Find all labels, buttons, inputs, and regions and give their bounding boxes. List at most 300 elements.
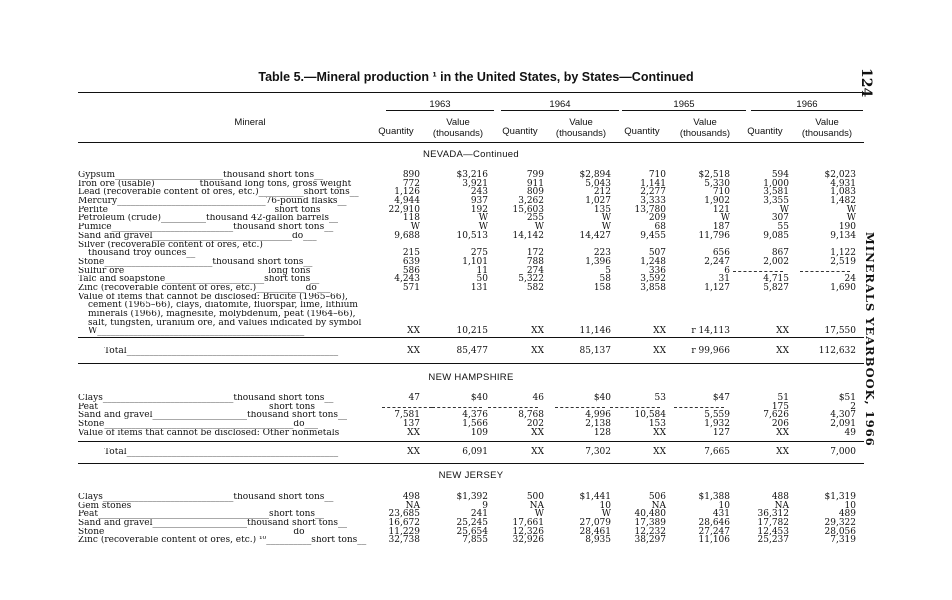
row-label: Peat______________________________________short tons__ bbox=[78, 510, 325, 520]
cell-value: 1,127 bbox=[704, 282, 730, 293]
row-label: Petroleum (crude)__________thousand 42-gallon barrels__ bbox=[78, 214, 338, 224]
cell-value: 192 bbox=[470, 204, 488, 215]
row-label: Silver (recoverable content of ores, etc.) bbox=[78, 240, 263, 250]
cell-value: XX bbox=[776, 427, 789, 438]
quantity-header-1965: Quantity bbox=[624, 126, 660, 137]
cell-value: 212 bbox=[593, 187, 611, 198]
cell-value: W bbox=[410, 222, 420, 233]
table-row bbox=[78, 310, 864, 319]
cell-value: 9,085 bbox=[763, 230, 789, 241]
cell-value: 223 bbox=[593, 248, 611, 259]
cell-value: 4,376 bbox=[462, 410, 488, 421]
row-label: Zinc (recoverable content of ores, etc.)___________do___ bbox=[78, 283, 331, 293]
cell-value: W bbox=[478, 222, 488, 233]
cell-value: 16,672 bbox=[388, 518, 420, 529]
cell-value: 5,827 bbox=[763, 282, 789, 293]
cell-value: 710 bbox=[648, 170, 666, 180]
cell-value: 867 bbox=[771, 248, 789, 259]
cell-value: 2,091 bbox=[830, 419, 856, 430]
cell-value: 1,027 bbox=[585, 196, 611, 207]
cell-value: 31 bbox=[718, 274, 730, 285]
cell-value: 788 bbox=[526, 256, 544, 267]
cell-value: XX bbox=[653, 326, 666, 337]
cell-value: 55 bbox=[777, 222, 789, 233]
cell-value: 3,581 bbox=[763, 187, 789, 198]
cell-value: 153 bbox=[648, 419, 666, 430]
row-label: Sand and gravel_____________________thousand short tons__ bbox=[78, 519, 348, 528]
cell-value: 11,106 bbox=[698, 535, 730, 546]
cell-value: 241 bbox=[470, 509, 488, 520]
cell-value: 5,322 bbox=[518, 274, 544, 285]
cell-value: 2,247 bbox=[704, 256, 730, 267]
cell-value: XX bbox=[531, 447, 544, 457]
section-end-rule-new-hampshire bbox=[78, 463, 864, 464]
cell-value: 128 bbox=[593, 427, 611, 438]
row-label: Value of items that cannot be disclosed: Brucite (1965–66), bbox=[78, 292, 348, 302]
cell-value: 29,322 bbox=[824, 518, 856, 529]
quantity-header-1963: Quantity bbox=[378, 126, 414, 137]
cell-value: 24 bbox=[844, 274, 856, 285]
cell-value: W bbox=[601, 213, 611, 224]
cell-value: 8,768 bbox=[518, 410, 544, 421]
cell-value: 4,243 bbox=[394, 274, 420, 285]
table-title: Table 5.—Mineral production ¹ in the United States, by States—Continued bbox=[258, 70, 694, 84]
cell-value: 9 bbox=[482, 500, 488, 511]
cell-value: W bbox=[534, 222, 544, 233]
cell-value: 7,626 bbox=[763, 410, 789, 421]
cell-value: 11,146 bbox=[579, 326, 611, 337]
cell-value: W bbox=[601, 509, 611, 520]
row-label: cement (1965–66), clays, diatomite, fluorspar, lime, lithium bbox=[88, 301, 358, 311]
cell-value: 5,330 bbox=[704, 178, 730, 189]
table-row bbox=[78, 214, 864, 223]
cell-value: 9,134 bbox=[830, 230, 856, 241]
not-reported-dash bbox=[733, 271, 783, 272]
cell-value: 1,566 bbox=[462, 419, 488, 430]
table-row bbox=[78, 493, 864, 502]
cell-value: XX bbox=[531, 326, 544, 337]
section-body-nevada bbox=[78, 171, 864, 336]
total-row-new-hampshire bbox=[78, 448, 864, 458]
value-header-line1: Value bbox=[693, 117, 717, 128]
value-header-line1: Value bbox=[446, 117, 470, 128]
cell-value: 1,248 bbox=[640, 256, 666, 267]
cell-value: 187 bbox=[712, 222, 730, 233]
cell-value: 46 bbox=[532, 393, 544, 403]
row-label: Perlite_____________________________________short tons__ bbox=[78, 205, 330, 215]
cell-value: 58 bbox=[599, 274, 611, 285]
cell-value: 50 bbox=[476, 274, 488, 285]
cell-value: 10,513 bbox=[456, 230, 488, 241]
cell-value: 6 bbox=[724, 265, 730, 276]
table-row bbox=[78, 258, 864, 267]
quantity-header-1966: Quantity bbox=[747, 126, 783, 137]
cell-value: W bbox=[846, 204, 856, 215]
cell-value: $3,216 bbox=[456, 170, 488, 180]
page-number: 124 bbox=[858, 68, 874, 98]
row-label: Pumice___________________________thousand short tons__ bbox=[78, 223, 334, 232]
cell-value: 255 bbox=[526, 213, 544, 224]
cell-value: 17,389 bbox=[634, 518, 666, 529]
value-header-line2: (thousands) bbox=[432, 128, 484, 139]
subtotal-rule-nevada bbox=[78, 337, 864, 338]
value-header-line1: Value bbox=[815, 117, 839, 128]
cell-value: 1,141 bbox=[640, 178, 666, 189]
cell-value: 32,926 bbox=[512, 535, 544, 546]
cell-value: 36,312 bbox=[757, 509, 789, 520]
row-label: W______________________________________________ bbox=[88, 327, 305, 337]
cell-value: 1,126 bbox=[394, 187, 420, 198]
cell-value: 47 bbox=[408, 393, 420, 403]
cell-value: 112,632 bbox=[818, 346, 856, 356]
cell-value: 498 bbox=[402, 492, 420, 502]
row-label: Peat______________________________________short tons__ bbox=[78, 402, 325, 412]
cell-value: 506 bbox=[648, 492, 666, 502]
cell-value: 7,665 bbox=[704, 447, 730, 457]
not-reported-dash bbox=[674, 407, 724, 408]
cell-value: 7,302 bbox=[585, 447, 611, 457]
year-rule-1964 bbox=[501, 110, 619, 111]
cell-value: 215 bbox=[402, 248, 420, 259]
cell-value: 274 bbox=[526, 265, 544, 276]
row-label: thousand troy ounces__ bbox=[88, 249, 196, 258]
cell-value: 937 bbox=[470, 196, 488, 207]
cell-value: 14,427 bbox=[579, 230, 611, 241]
value-header-1965 bbox=[674, 117, 736, 139]
row-label: Total_______________________________________________ bbox=[104, 347, 339, 356]
cell-value: $1,388 bbox=[698, 492, 730, 502]
cell-value: 10,584 bbox=[634, 410, 666, 421]
row-label: Mercury_________________________________76-pound flasks__ bbox=[78, 197, 347, 206]
cell-value: 3,592 bbox=[640, 274, 666, 285]
row-label: minerals (1966), magnesite, molybdenum, peat (1964–66), bbox=[88, 310, 356, 319]
cell-value: 209 bbox=[648, 213, 666, 224]
cell-value: 12,453 bbox=[757, 526, 789, 537]
cell-value: 137 bbox=[402, 419, 420, 430]
cell-value: $40 bbox=[470, 393, 488, 403]
cell-value: 582 bbox=[526, 282, 544, 293]
cell-value: XX bbox=[776, 447, 789, 457]
cell-value: NA bbox=[405, 500, 420, 511]
cell-value: 1,482 bbox=[830, 196, 856, 207]
cell-value: 911 bbox=[526, 178, 544, 189]
cell-value: 202 bbox=[526, 419, 544, 430]
cell-value: 12,232 bbox=[634, 526, 666, 537]
cell-value: 175 bbox=[771, 401, 789, 412]
cell-value: 639 bbox=[402, 256, 420, 267]
cell-value: 14,142 bbox=[512, 230, 544, 241]
table-row bbox=[78, 284, 864, 293]
cell-value: 23,685 bbox=[388, 509, 420, 520]
value-header-1963 bbox=[428, 117, 488, 139]
quantity-header-1964: Quantity bbox=[502, 126, 538, 137]
value-header-1966 bbox=[796, 117, 858, 139]
cell-value: 890 bbox=[402, 170, 420, 180]
cell-value: 7,855 bbox=[462, 535, 488, 546]
cell-value: 40,480 bbox=[634, 509, 666, 520]
cell-value: 85,137 bbox=[579, 346, 611, 356]
cell-value: W bbox=[601, 222, 611, 233]
cell-value: 7,581 bbox=[394, 410, 420, 421]
cell-value: 3,921 bbox=[462, 178, 488, 189]
cell-value: 594 bbox=[771, 170, 789, 180]
cell-value: 28,056 bbox=[824, 526, 856, 537]
table-row bbox=[78, 232, 864, 241]
cell-value: 109 bbox=[470, 427, 488, 438]
cell-value: 28,461 bbox=[579, 526, 611, 537]
cell-value: XX bbox=[531, 346, 544, 356]
cell-value: 2 bbox=[850, 401, 856, 412]
header-bottom-rule bbox=[78, 142, 864, 143]
cell-value: 710 bbox=[712, 187, 730, 198]
cell-value: 507 bbox=[648, 248, 666, 259]
row-label: Sand and gravel_____________________thousand short tons__ bbox=[78, 411, 348, 421]
cell-value: 9,455 bbox=[640, 230, 666, 241]
cell-value: 7,319 bbox=[830, 535, 856, 546]
cell-value: $2,894 bbox=[579, 170, 611, 180]
cell-value: 1,690 bbox=[830, 282, 856, 293]
table-row bbox=[78, 536, 864, 545]
cell-value: 13,780 bbox=[634, 204, 666, 215]
cell-value: 2,519 bbox=[830, 256, 856, 267]
cell-value: 15,603 bbox=[512, 204, 544, 215]
cell-value: 17,550 bbox=[824, 326, 856, 337]
cell-value: 25,654 bbox=[456, 526, 488, 537]
cell-value: NA bbox=[529, 500, 544, 511]
cell-value: 1,902 bbox=[704, 196, 730, 207]
cell-value: 10,215 bbox=[456, 326, 488, 337]
cell-value: 135 bbox=[593, 204, 611, 215]
cell-value: $2,518 bbox=[698, 170, 730, 180]
cell-value: 7,000 bbox=[830, 447, 856, 457]
cell-value: XX bbox=[407, 326, 420, 337]
cell-value: $40 bbox=[593, 393, 611, 403]
cell-value: 772 bbox=[402, 178, 420, 189]
row-label: Gypsum________________________thousand short tons__ bbox=[78, 171, 324, 180]
row-label: Gem stones_________________________________________ bbox=[78, 501, 316, 511]
cell-value: 206 bbox=[771, 419, 789, 430]
table-row bbox=[78, 394, 864, 403]
cell-value: 809 bbox=[526, 187, 544, 198]
row-label: Clays_____________________________thousand short tons__ bbox=[78, 493, 334, 502]
row-label: Zinc (recoverable content of ores, etc.) ¹⁰__________short tons__ bbox=[78, 536, 367, 546]
cell-value: 11,796 bbox=[698, 230, 730, 241]
cell-value: 4,996 bbox=[585, 410, 611, 421]
cell-value: NA bbox=[651, 500, 666, 511]
total-row-nevada bbox=[78, 347, 864, 357]
row-label: Value of items that cannot be disclosed: Other nonmetals____ bbox=[78, 428, 358, 438]
cell-value: 131 bbox=[470, 282, 488, 293]
row-label: Sulfur ore________________________________long tons__ bbox=[78, 266, 320, 276]
cell-value: 8,935 bbox=[585, 535, 611, 546]
cell-value: 17,782 bbox=[757, 518, 789, 529]
cell-value: XX bbox=[653, 346, 666, 356]
table-row bbox=[78, 327, 864, 336]
year-rule-1966 bbox=[751, 110, 863, 111]
row-label: Iron ore (usable)__________thousand long tons, gross weight__ bbox=[78, 179, 361, 189]
cell-value: 158 bbox=[593, 282, 611, 293]
cell-value: 243 bbox=[470, 187, 488, 198]
not-reported-dash bbox=[432, 407, 482, 408]
row-label: Stone__________________________________________do___ bbox=[78, 420, 319, 429]
cell-value: $1,441 bbox=[579, 492, 611, 502]
year-header-1964: 1964 bbox=[549, 99, 571, 110]
cell-value: 49 bbox=[844, 427, 856, 438]
cell-value: 118 bbox=[402, 213, 420, 224]
cell-value: 488 bbox=[771, 492, 789, 502]
section-body-new-jersey bbox=[78, 493, 864, 545]
cell-value: $2,023 bbox=[824, 170, 856, 180]
header-top-rule bbox=[78, 92, 864, 93]
row-label: Sand and gravel_______________________________do___ bbox=[78, 231, 317, 241]
not-reported-dash bbox=[610, 407, 660, 408]
section-title-nevada: NEVADA—Continued bbox=[423, 149, 519, 160]
cell-value: 1,000 bbox=[763, 178, 789, 189]
cell-value: 275 bbox=[470, 248, 488, 259]
cell-value: 25,245 bbox=[456, 518, 488, 529]
value-header-line2: (thousands) bbox=[555, 128, 607, 139]
cell-value: W bbox=[478, 213, 488, 224]
row-label: Stone__________________________________________do___ bbox=[78, 527, 319, 537]
row-label: Clays_____________________________thousand short tons__ bbox=[78, 394, 334, 403]
table-row bbox=[78, 429, 864, 438]
cell-value: 25,237 bbox=[757, 535, 789, 546]
cell-value: 586 bbox=[402, 265, 420, 276]
section-title-new-hampshire: NEW HAMPSHIRE bbox=[428, 372, 514, 383]
total-row bbox=[78, 448, 864, 458]
cell-value: 431 bbox=[712, 509, 730, 520]
year-rule-1963 bbox=[386, 110, 494, 111]
cell-value: 9,688 bbox=[394, 230, 420, 241]
cell-value: 27,079 bbox=[579, 518, 611, 529]
cell-value: W bbox=[534, 509, 544, 520]
cell-value: 5 bbox=[605, 265, 611, 276]
cell-value: 3,858 bbox=[640, 282, 666, 293]
cell-value: 4,307 bbox=[830, 410, 856, 421]
cell-value: 1,932 bbox=[704, 419, 730, 430]
cell-value: 307 bbox=[771, 213, 789, 224]
cell-value: 38,297 bbox=[634, 535, 666, 546]
subtotal-rule-new-hampshire bbox=[78, 441, 864, 442]
not-reported-dash bbox=[555, 407, 605, 408]
cell-value: 799 bbox=[526, 170, 544, 180]
cell-value: 5,559 bbox=[704, 410, 730, 421]
total-row bbox=[78, 347, 864, 357]
cell-value: 489 bbox=[838, 509, 856, 520]
cell-value: NA bbox=[774, 500, 789, 511]
cell-value: $1,392 bbox=[456, 492, 488, 502]
cell-value: XX bbox=[653, 427, 666, 438]
cell-value: 190 bbox=[838, 222, 856, 233]
cell-value: 10 bbox=[599, 500, 611, 511]
table-row bbox=[78, 293, 864, 302]
cell-value: $51 bbox=[838, 393, 856, 403]
cell-value: 121 bbox=[712, 204, 730, 215]
cell-value: 1,122 bbox=[830, 248, 856, 259]
table-row bbox=[78, 267, 864, 276]
cell-value: 127 bbox=[712, 427, 730, 438]
cell-value: 27,247 bbox=[698, 526, 730, 537]
cell-value: XX bbox=[407, 447, 420, 457]
cell-value: W bbox=[720, 213, 730, 224]
cell-value: 11,229 bbox=[388, 526, 420, 537]
cell-value: 2,002 bbox=[763, 256, 789, 267]
row-label: Lead (recoverable content of ores, etc.)__________short tons__ bbox=[78, 188, 359, 198]
cell-value: 17,661 bbox=[512, 518, 544, 529]
cell-value: $47 bbox=[712, 393, 730, 403]
cell-value: 172 bbox=[526, 248, 544, 259]
value-header-line2: (thousands) bbox=[679, 128, 731, 139]
row-label: Talc and soapstone______________________short tons__ bbox=[78, 275, 320, 284]
cell-value: 11 bbox=[476, 265, 488, 276]
cell-value: 22,910 bbox=[388, 204, 420, 215]
cell-value: 2,277 bbox=[640, 187, 666, 198]
section-end-rule-nevada bbox=[78, 363, 864, 364]
cell-value: 3,333 bbox=[640, 196, 666, 207]
value-header-line2: (thousands) bbox=[801, 128, 853, 139]
cell-value: r 99,966 bbox=[691, 346, 730, 356]
cell-value: 10 bbox=[718, 500, 730, 511]
cell-value: 4,931 bbox=[830, 178, 856, 189]
cell-value: 571 bbox=[402, 282, 420, 293]
year-rule-1965 bbox=[622, 110, 746, 111]
cell-value: W bbox=[846, 213, 856, 224]
year-header-1966: 1966 bbox=[796, 99, 818, 110]
year-header-1965: 1965 bbox=[673, 99, 695, 110]
cell-value: r 14,113 bbox=[691, 326, 730, 337]
cell-value: 85,477 bbox=[456, 346, 488, 356]
cell-value: 68 bbox=[654, 222, 666, 233]
table-row bbox=[78, 206, 864, 215]
cell-value: 4,715 bbox=[763, 274, 789, 285]
mineral-column-header: Mineral bbox=[234, 117, 266, 128]
cell-value: XX bbox=[407, 346, 420, 356]
cell-value: 28,646 bbox=[698, 518, 730, 529]
row-label: Total_______________________________________________ bbox=[104, 448, 339, 457]
running-head: MINERALS YEARBOOK, 1966 bbox=[863, 232, 877, 447]
value-header-1964 bbox=[550, 117, 612, 139]
cell-value: $1,319 bbox=[824, 492, 856, 502]
cell-value: XX bbox=[776, 346, 789, 356]
not-reported-dash bbox=[488, 407, 538, 408]
cell-value: 6,091 bbox=[462, 447, 488, 457]
cell-value: 500 bbox=[526, 492, 544, 502]
cell-value: 4,944 bbox=[394, 196, 420, 207]
cell-value: 32,738 bbox=[388, 535, 420, 546]
cell-value: 5,043 bbox=[585, 178, 611, 189]
cell-value: 10 bbox=[844, 500, 856, 511]
cell-value: 656 bbox=[712, 248, 730, 259]
cell-value: 1,396 bbox=[585, 256, 611, 267]
cell-value: 3,262 bbox=[518, 196, 544, 207]
row-label: Stone________________________thousand short tons__ bbox=[78, 257, 313, 267]
cell-value: XX bbox=[531, 427, 544, 438]
cell-value: 3,355 bbox=[763, 196, 789, 207]
cell-value: XX bbox=[407, 427, 420, 438]
table-row bbox=[78, 301, 864, 310]
cell-value: 53 bbox=[654, 393, 666, 403]
row-label: salt, tungsten, uranium ore, and values indicated by symbol bbox=[88, 318, 362, 328]
cell-value: 2,138 bbox=[585, 419, 611, 430]
year-header-1963: 1963 bbox=[429, 99, 451, 110]
cell-value: XX bbox=[776, 326, 789, 337]
section-title-new-jersey: NEW JERSEY bbox=[438, 470, 504, 481]
not-reported-dash bbox=[800, 271, 850, 272]
cell-value: W bbox=[779, 204, 789, 215]
cell-value: 1,101 bbox=[462, 256, 488, 267]
cell-value: XX bbox=[653, 447, 666, 457]
section-body-new-hampshire bbox=[78, 394, 864, 437]
